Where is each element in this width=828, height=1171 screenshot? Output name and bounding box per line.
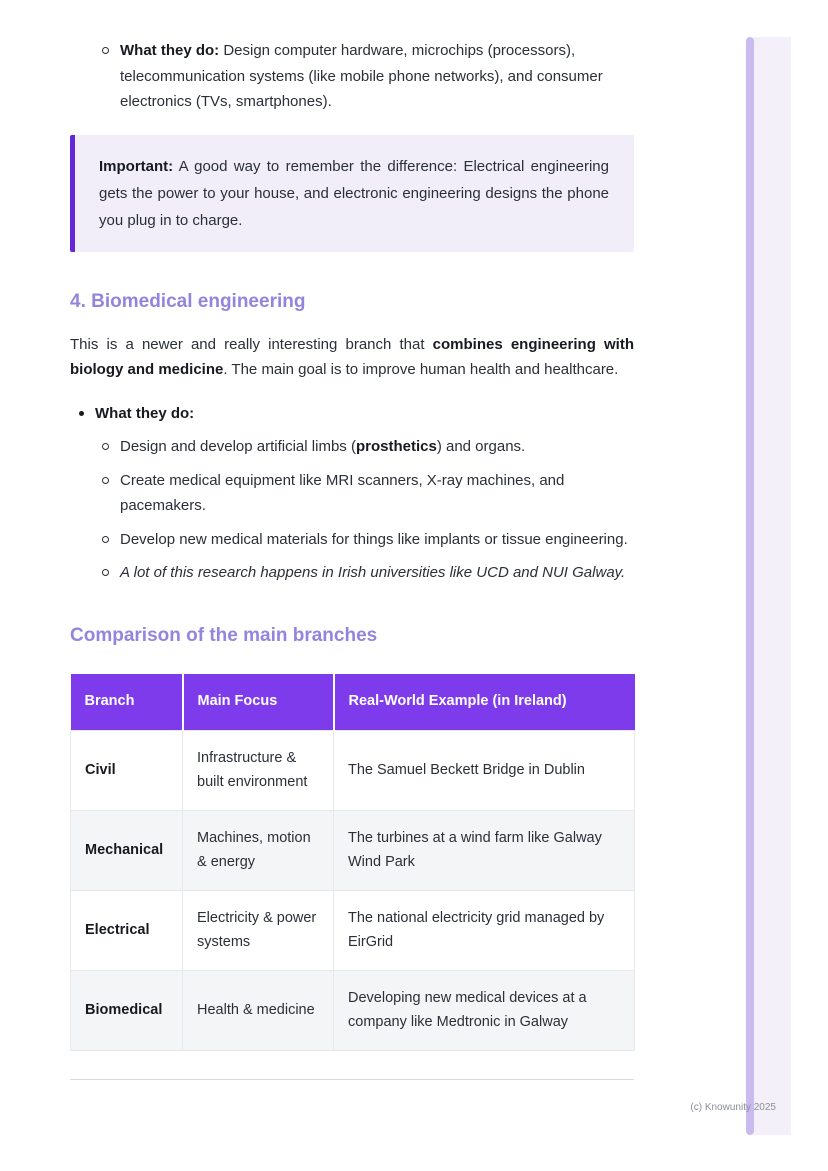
callout-lead: Important: [99,157,174,175]
table-row [71,891,635,971]
document-content [70,0,634,1080]
list-item [95,38,634,115]
text-segment: This is a newer and really interesting branch that [70,335,433,353]
table-row [71,971,635,1051]
important-callout [70,135,634,252]
footer-copyright: (c) Knowunity 2025 [690,1102,776,1113]
list-item-label: What they do: [95,404,195,422]
text-segment: . The main goal is to improve human health and healthcare. [223,361,619,379]
bullet-text: Develop new medical materials for things like implants or tissue engineering. [120,530,628,548]
text-segment-bold: combines engineering with biology and medicine [70,335,634,379]
cell-branch: Civil [71,731,183,811]
cell-focus: Machines, motion & energy [183,811,334,891]
table-header-example: Real-World Example (in Ireland) [334,674,635,730]
callout-paragraph [99,153,609,234]
cell-example: The Samuel Beckett Bridge in Dublin [334,731,635,811]
cell-example: The turbines at a wind farm like Galway Wind Park [334,811,635,891]
table-row [71,811,635,891]
list-item [95,560,634,586]
section-heading-comparison: Comparison of the main branches [70,624,378,646]
list-item [95,527,634,553]
list-item [95,434,634,460]
cell-branch: Mechanical [71,811,183,891]
bullet-text: A lot of this research happens in Irish universities like UCD and NUI Galway. [120,564,626,582]
cell-branch: Biomedical [71,971,183,1051]
text-segment: Design and develop artificial limbs ( [120,438,356,456]
table-header-branch: Branch [71,674,183,730]
cell-example: Developing new medical devices at a company like Medtronic in Galway [334,971,635,1051]
table-header-row [71,674,635,730]
cell-focus: Infrastructure & built environment [183,731,334,811]
list-item [95,468,634,519]
biomedical-sublist [95,434,634,586]
text-segment-bold: prosthetics [355,438,437,456]
table-header-focus: Main Focus [183,674,334,730]
section-heading-biomedical: 4. Biomedical engineering [70,290,306,312]
cell-focus: Health & medicine [183,971,334,1051]
table-row [71,731,635,811]
text-segment: ) and organs. [436,438,526,456]
continued-bullet-list [95,38,634,115]
biomedical-bullet-list [70,401,634,586]
page-edge-background [753,37,791,1135]
bullet-lead: What they do: [120,42,220,59]
bullet-text: Create medical equipment like MRI scanners, X-ray machines, and pacemakers. [120,471,565,515]
bullet-text: Design computer hardware, microchips (processors), telecommunication systems (like mobile phone networks), and consumer electronics (TVs, smartphones). [120,42,603,110]
cell-branch: Electrical [71,891,183,971]
divider [70,1079,634,1080]
cell-focus: Electricity & power systems [183,891,334,971]
cell-example: The national electricity grid managed by EirGrid [334,891,635,971]
scrollbar[interactable] [746,37,754,1135]
callout-text: A good way to remember the difference: Electrical engineering gets the power to your house, and electronic engineering designs the phone you plug in to charge. [99,157,609,229]
comparison-table [70,674,635,1051]
section-intro-paragraph [70,332,634,383]
list-item [70,401,634,586]
